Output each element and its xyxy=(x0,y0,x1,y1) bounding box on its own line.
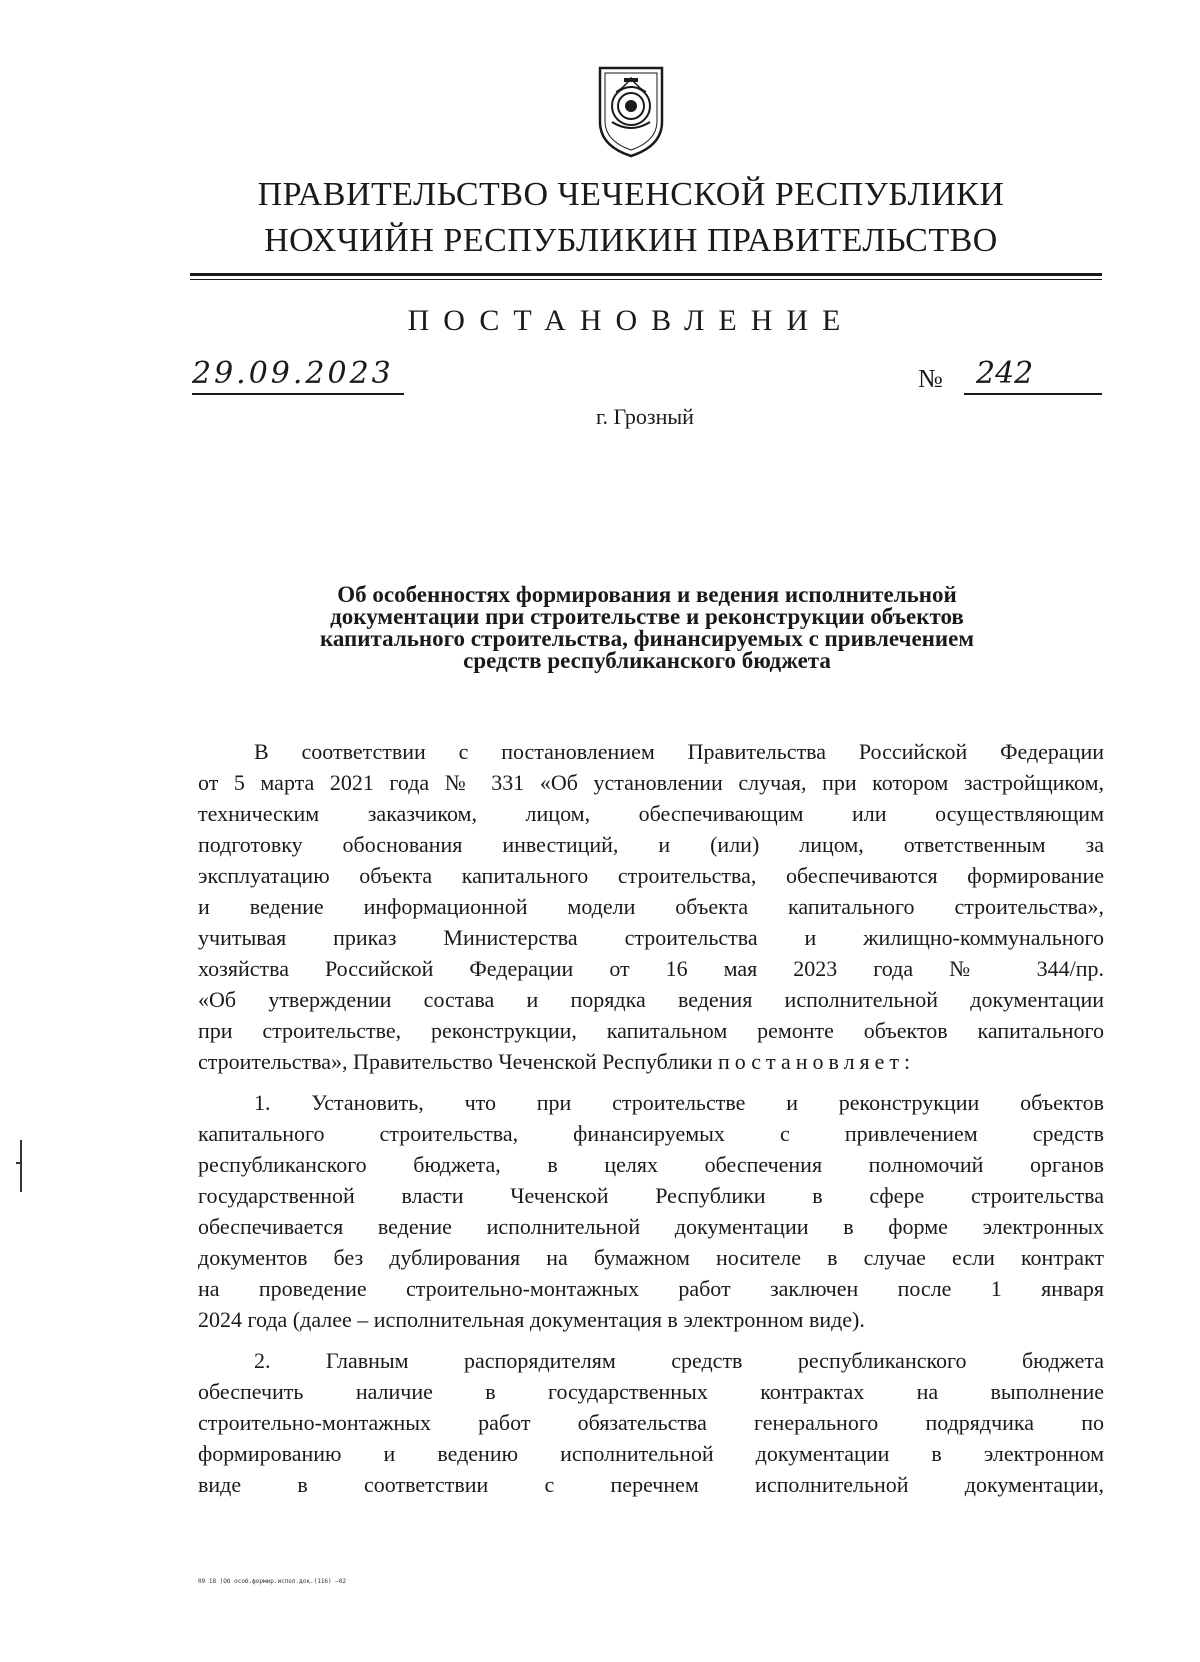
text-line xyxy=(198,1046,1104,1077)
document-city: г. Грозный xyxy=(596,404,694,429)
government-name-chechen: НОХЧИЙН РЕСПУБЛИКИН ПРАВИТЕЛЬСТВО xyxy=(264,222,998,259)
item-2-paragraph xyxy=(198,1345,1104,1500)
text-line: подготовку обоснования инвестиций, и (или) лицом, ответственным за xyxy=(198,832,1104,857)
title-line: капитального строительства, финансируемых с привлечением xyxy=(319,626,975,651)
text-line: техническим заказчиком, лицом, обеспечивающим или осуществляющим xyxy=(198,801,1104,826)
margin-mark xyxy=(16,1162,22,1164)
text-line: 2024 года (далее – исполнительная документация в электронном виде). xyxy=(198,1307,865,1332)
text-line: капитального строительства, финансируемых с привлечением средств xyxy=(198,1121,1104,1146)
preamble-paragraph xyxy=(198,736,1104,1077)
text-line: эксплуатацию объекта капитального строительства, обеспечиваются формирование xyxy=(198,863,1104,888)
margin-mark xyxy=(20,1140,22,1192)
text-line: от 5 марта 2021 года № 331 «Об установлении случая, при котором застройщиком, xyxy=(198,770,1104,795)
text-line: виде в соответствии с перечнем исполнительной документации, xyxy=(198,1472,1104,1497)
text-line: документов без дублирования на бумажном носителе в случае если контракт xyxy=(198,1245,1104,1270)
text-line: государственной власти Чеченской Республики в сфере строительства xyxy=(198,1183,1104,1208)
text-line: республиканского бюджета, в целях обеспечения полномочий органов xyxy=(198,1152,1104,1177)
header-rule-thin xyxy=(190,279,1102,280)
text-line: формированию и ведению исполнительной документации в электронном xyxy=(198,1441,1104,1466)
text-line: учитывая приказ Министерства строительства и жилищно-коммунального xyxy=(198,925,1104,950)
text-line: обеспечивается ведение исполнительной документации в форме электронных xyxy=(198,1214,1104,1239)
document-type: ПОСТАНОВЛЕНИЕ xyxy=(407,304,855,337)
text-line: обеспечить наличие в государственных контрактах на выполнение xyxy=(198,1379,1104,1404)
decree-word: постановляет: xyxy=(717,1049,916,1074)
footer-code: 09 18 (Об особ.формир.испол.док.(116) —02 xyxy=(198,1578,347,1585)
item-1-paragraph xyxy=(198,1087,1104,1335)
text-line: 2. Главным распорядителям средств республиканского бюджета xyxy=(254,1348,1104,1373)
text-line: и ведение информационной модели объекта капитального строительства», xyxy=(198,894,1104,919)
government-name-ru: ПРАВИТЕЛЬСТВО ЧЕЧЕНСКОЙ РЕСПУБЛИКИ xyxy=(257,176,1005,213)
document-number: 242 xyxy=(964,355,1102,395)
title-line: средств республиканского бюджета xyxy=(463,648,831,673)
document-number-label: № xyxy=(918,364,943,393)
text-segment: строительства», Правительство Чеченской Республики xyxy=(198,1049,713,1074)
text-line: при строительстве, реконструкции, капитальном ремонте объектов капитального xyxy=(198,1018,1104,1043)
document-body xyxy=(198,736,1104,1500)
text-line: «Об утверждении состава и порядка ведения исполнительной документации xyxy=(198,987,1104,1012)
document-title xyxy=(0,584,1200,672)
document-date: 29.09.2023 xyxy=(192,355,404,395)
text-line: на проведение строительно-монтажных работ заключен после 1 января xyxy=(198,1276,1104,1301)
title-line: документации при строительстве и реконструкции объектов xyxy=(330,604,964,629)
text-line: хозяйства Российской Федерации от 16 мая 2023 года № 344/пр. xyxy=(198,956,1104,981)
title-line: Об особенностях формирования и ведения исполнительной xyxy=(337,582,957,607)
header-rule xyxy=(190,273,1102,276)
text-line: В соответствии с постановлением Правительства Российской Федерации xyxy=(254,739,1104,764)
text-line: строительно-монтажных работ обязательства генерального подрядчика по xyxy=(198,1410,1104,1435)
text-line: 1. Установить, что при строительстве и реконструкции объектов xyxy=(254,1090,1104,1115)
coat-of-arms-icon xyxy=(594,62,668,160)
